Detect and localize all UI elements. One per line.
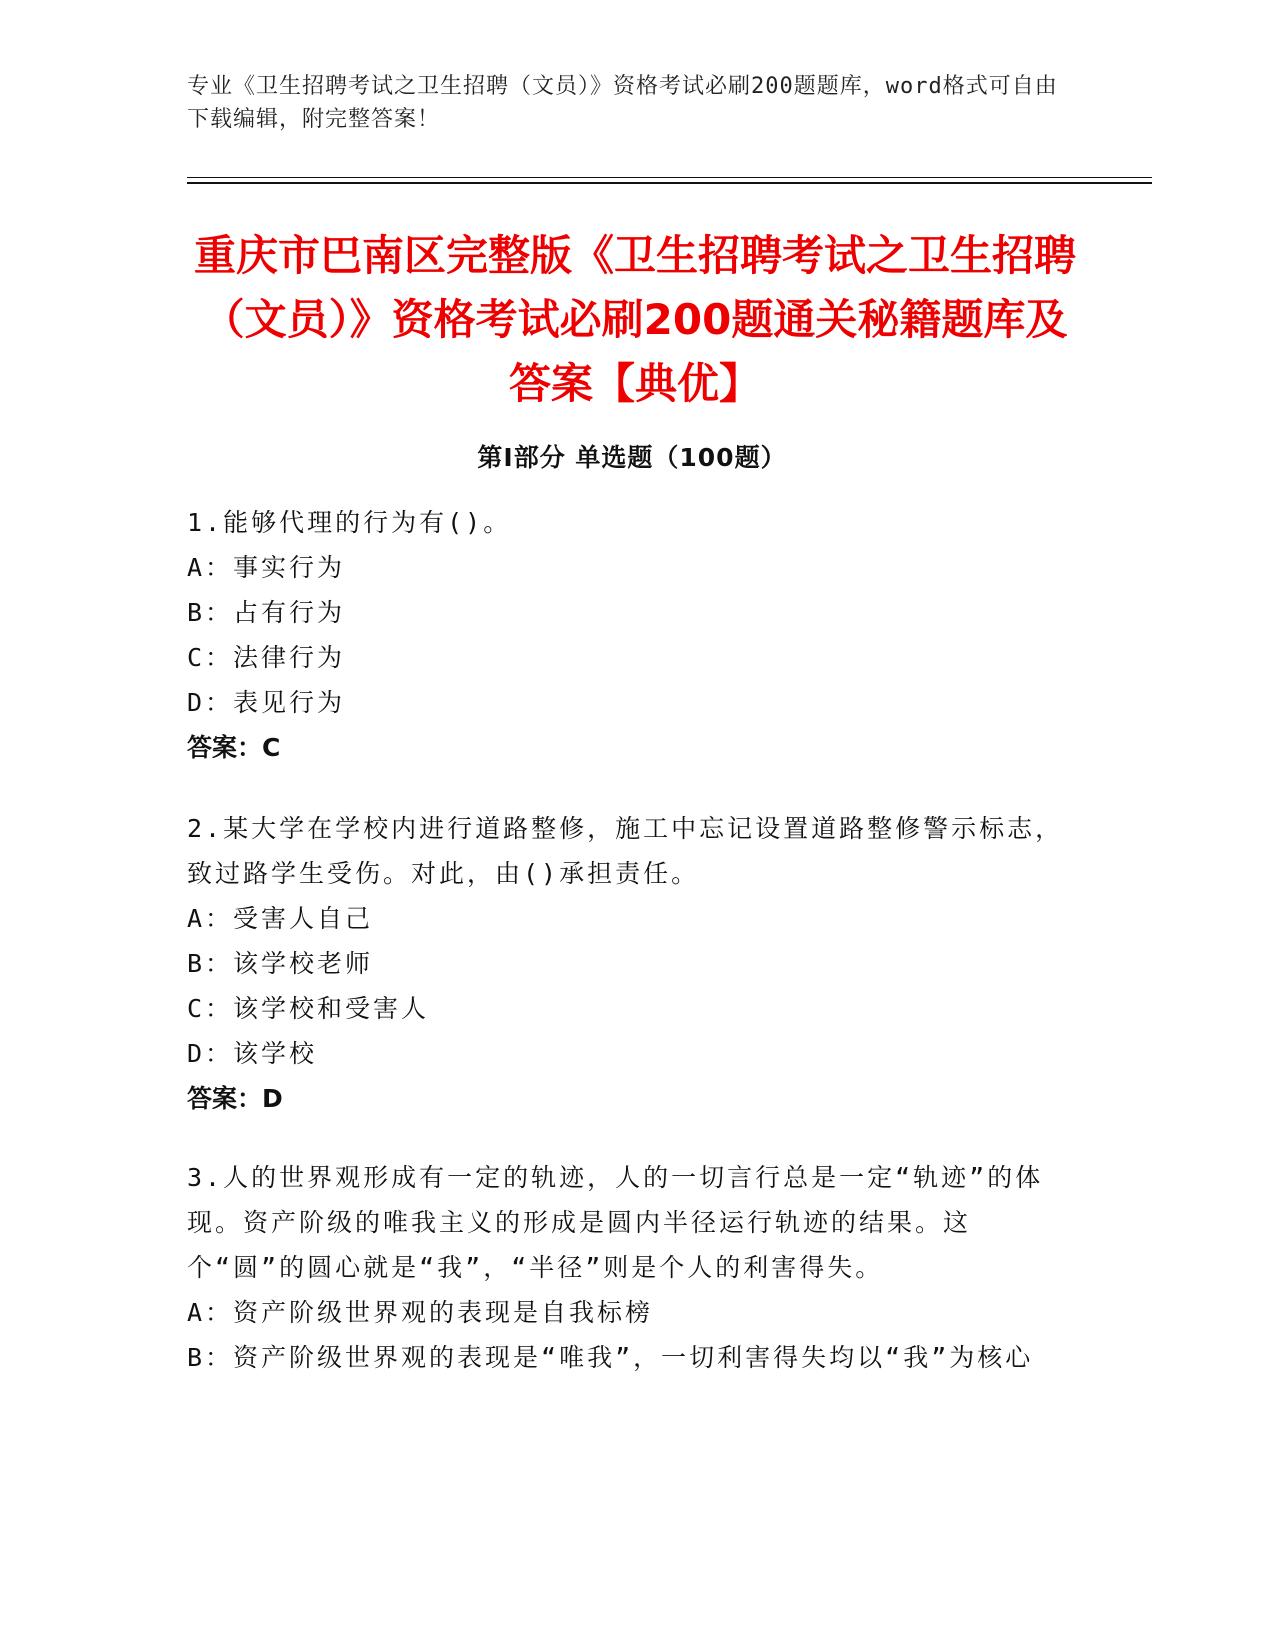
option-a: A：事实行为 xyxy=(187,553,346,582)
section-title: 第Ⅰ部分 单选题（100题） xyxy=(477,443,787,472)
answer: 答案：D xyxy=(187,1084,283,1113)
option-c: C：该学校和受害人 xyxy=(187,994,430,1023)
header-divider-thick xyxy=(187,182,1152,184)
option-a: A：资产阶级世界观的表现是自我标榜 xyxy=(187,1298,654,1327)
option-b: B：占有行为 xyxy=(187,598,346,627)
document-title: 重庆市巴南区完整版《卫生招聘考试之卫生招聘（文员）》资格考试必刷200题通关秘籍题库及答案【典优】 xyxy=(193,231,1076,408)
question-3 xyxy=(187,1155,1067,1380)
question-stem: 3.人的世界观形成有一定的轨迹，人的一切言行总是一定“轨迹”的体现。资产阶级的唯我主义的形成是圆内半径运行轨迹的结果。这个“圆”的圆心就是“我”，“半径”则是个人的利害得失。 xyxy=(187,1163,1044,1282)
option-c: C：法律行为 xyxy=(187,643,346,672)
option-a: A：受害人自己 xyxy=(187,904,374,933)
header-divider-thin xyxy=(187,177,1152,178)
question-2 xyxy=(187,806,1067,1121)
option-d: D：该学校 xyxy=(187,1039,318,1068)
option-b: B：资产阶级世界观的表现是“唯我”，一切利害得失均以“我”为核心 xyxy=(187,1343,1034,1372)
answer: 答案：C xyxy=(187,733,281,762)
question-stem: 2.某大学在学校内进行道路整修，施工中忘记设置道路整修警示标志，致过路学生受伤。对此，由()承担责任。 xyxy=(187,814,1064,888)
option-b: B：该学校老师 xyxy=(187,949,374,978)
header-note: 专业《卫生招聘考试之卫生招聘（文员）》资格考试必刷200题题库，word格式可自由下载编辑，附完整答案！ xyxy=(187,74,1058,132)
question-stem: 1.能够代理的行为有()。 xyxy=(187,508,512,537)
question-1 xyxy=(187,500,1067,770)
option-d: D：表见行为 xyxy=(187,688,346,717)
